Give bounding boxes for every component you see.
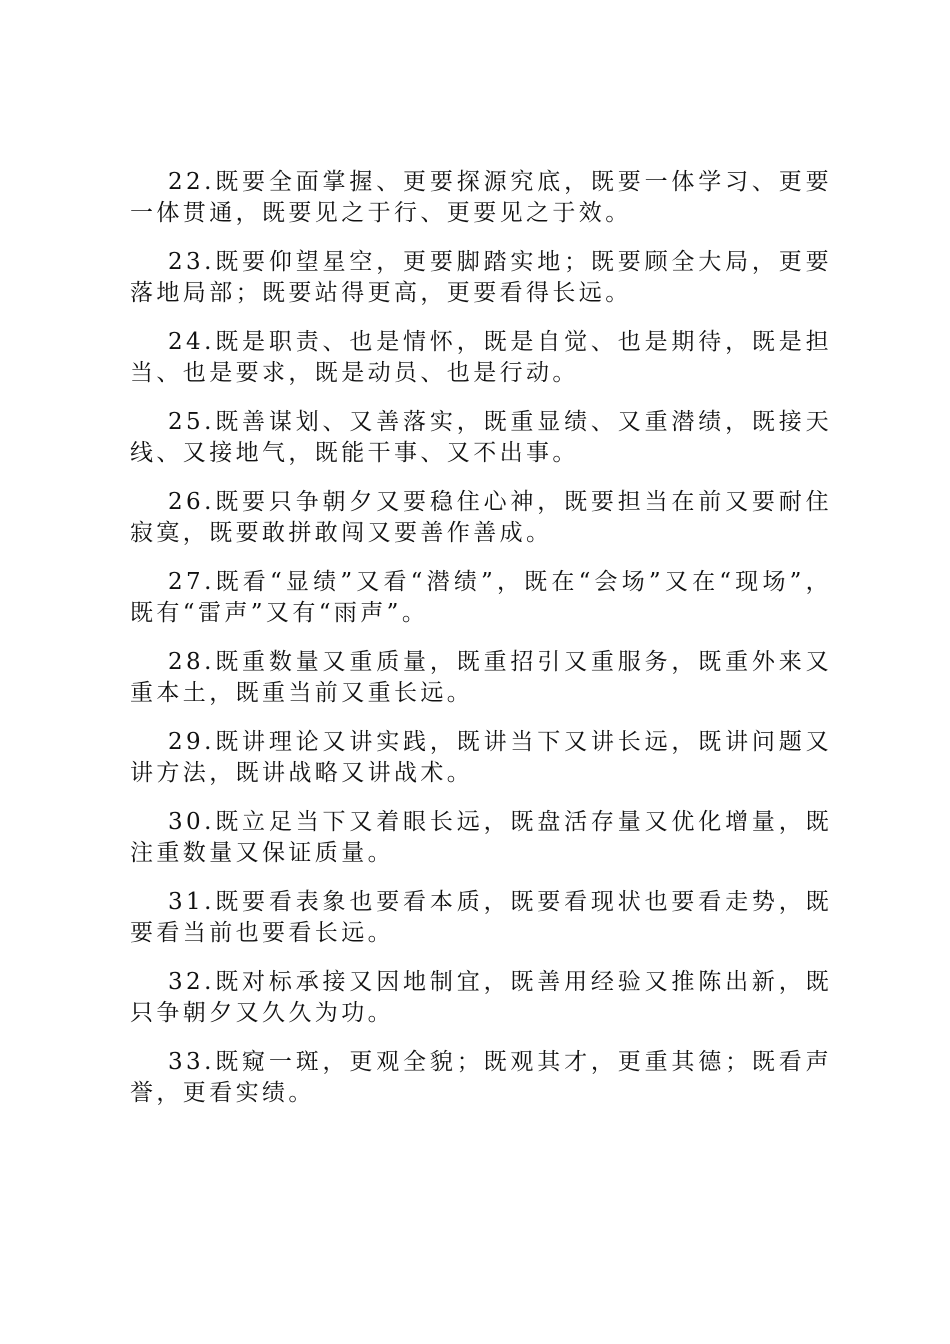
paragraph-26: 26.既要只争朝夕又要稳住心神，既要担当在前又要耐住寂寞，既要敢拼敢闯又要善作善成。 (130, 489, 832, 546)
paragraph-28: 28.既重数量又重质量，既重招引又重服务，既重外来又重本土，既重当前又重长远。 (130, 649, 832, 706)
paragraph-30: 30.既立足当下又着眼长远，既盘活存量又优化增量，既注重数量又保证质量。 (130, 809, 832, 866)
paragraph-31: 31.既要看表象也要看本质，既要看现状也要看走势，既要看当前也要看长远。 (130, 889, 832, 946)
paragraph-27: 27.既看“显绩”又看“潜绩”，既在“会场”又在“现场”，既有“雷声”又有“雨声”。 (130, 569, 832, 626)
paragraph-29: 29.既讲理论又讲实践，既讲当下又讲长远，既讲问题又讲方法，既讲战略又讲战术。 (130, 729, 832, 786)
paragraph-25: 25.既善谋划、又善落实，既重显绩、又重潜绩，既接天线、又接地气，既能干事、又不出事。 (130, 409, 832, 466)
document-body (130, 167, 832, 1127)
paragraph-22: 22.既要全面掌握、更要探源究底，既要一体学习、更要一体贯通，既要见之于行、更要见之于效。 (130, 169, 832, 226)
paragraph-24: 24.既是职责、也是情怀，既是自觉、也是期待，既是担当、也是要求，既是动员、也是行动。 (130, 329, 832, 386)
paragraph-23: 23.既要仰望星空，更要脚踏实地；既要顾全大局，更要落地局部；既要站得更高，更要看得长远。 (130, 249, 832, 306)
paragraph-32: 32.既对标承接又因地制宜，既善用经验又推陈出新，既只争朝夕又久久为功。 (130, 969, 832, 1026)
paragraph-33: 33.既窥一斑，更观全貌；既观其才，更重其德；既看声誉，更看实绩。 (130, 1049, 832, 1106)
